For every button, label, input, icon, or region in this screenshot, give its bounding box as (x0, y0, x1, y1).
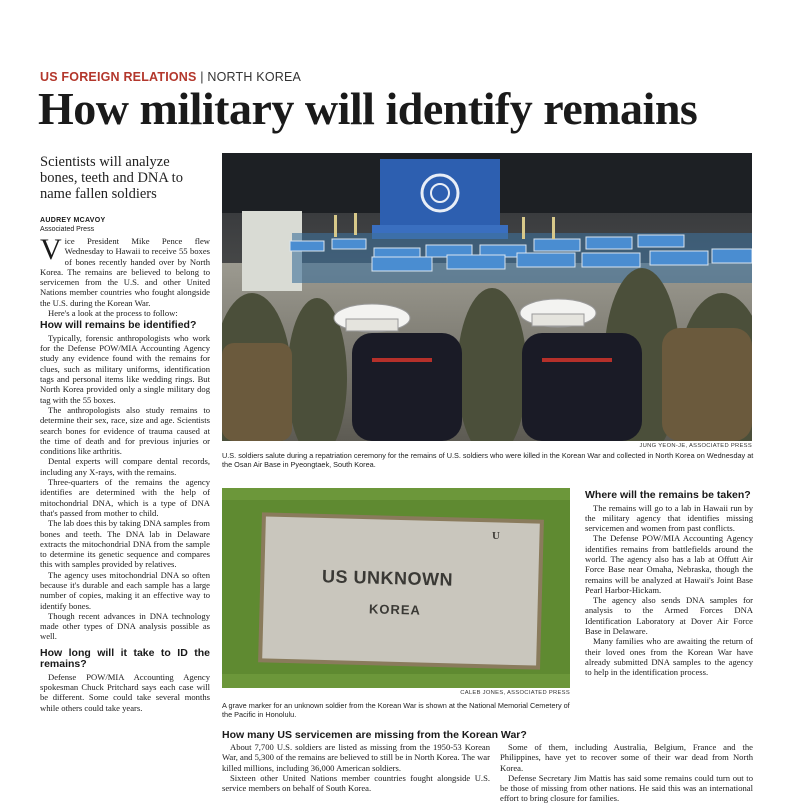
ceremony-photo (222, 153, 752, 441)
bottom-column-left (222, 742, 490, 793)
paragraph: Typically, forensic anthropologists who work for the Defense POW/MIA Accounting Agency study any evidence found with the remains for clues, such as military uniforms, identification tags and personal items like wedding rings. But North Korea provided only a single military dog tag with the 55 boxes. (40, 332, 210, 405)
paragraph: Defense Secretary Jim Mattis has said some remains could turn out to be those of missing from other nations. He said this was an international effort to bring closure for families. (500, 772, 753, 804)
marker-country: KOREA (368, 601, 422, 618)
ceremony-photo-illustration (222, 153, 752, 441)
photo-credit: CALEB JONES, ASSOCIATED PRESS (460, 690, 570, 696)
paragraph: Many families who are awaiting the return of their loved ones from the Korean War have already submitted DNA samples to the agency to help in the identification process. (585, 636, 753, 678)
paragraph: The agency uses mitochondrial DNA so often because it's durable and each sample has a large number of copies, making it an effective way to identify bones. (40, 569, 210, 611)
photo-caption: A grave marker for an unknown soldier from the Korean War is shown at the National Memorial Cemetery of the Pacific in Honolulu. (222, 701, 570, 719)
paragraph: About 7,700 U.S. soldiers are listed as missing from the 1950-53 Korean War, and 5,300 of the remains are believed to still be in North Korea. The war killed millions, including 36,000 American soldiers. (222, 742, 490, 773)
paragraph: The anthropologists also study remains to determine their sex, race, size and age. Scientists search bones for evidence of trauma caused at the time of death and for previous injuries or conditions like arthritis. (40, 404, 210, 457)
paragraph: The lab does this by taking DNA samples from bones and teeth. The DNA lab in Delaware extracts the mitochondrial DNA from the sample to determine its genetic sequence and compares this with samples provided by relatives. (40, 518, 210, 570)
photo-caption: U.S. soldiers salute during a repatriation ceremony for the remains of U.S. soldiers who were killed in the Korean War and collected in North Korea on Wednesday at the Osan Air Base in Pyeongtaek, South Korea. (222, 451, 754, 469)
byline-org: Associated Press (40, 226, 95, 233)
byline (40, 216, 105, 234)
section-label: US FOREIGN RELATIONS (40, 70, 197, 84)
subhead-identified: How will remains be identified? (40, 319, 197, 332)
paragraph: Dental experts will compare dental records, including any X-rays, with the remains. (40, 456, 210, 477)
subhead-how-many: How many US servicemen are missing from the Korean War? (222, 729, 527, 741)
paragraph: Though recent advances in DNA technology made other types of DNA analysis possible as well. (40, 610, 210, 642)
paragraph: The Defense POW/MIA Accounting Agency identifies remains from battlefields around the world. The agency also has a lab at Offutt Air Force Base near Omaha, Nebraska, though the remains will be analyzed at Hawaii's Joint Base Pearl Harbor-Hickam. (585, 533, 753, 595)
dropcap: V (40, 233, 62, 266)
paragraph: Defense POW/MIA Accounting Agency spokesman Chuck Pritchard says each case will be different. Some could take several months while others could take years. (40, 671, 210, 713)
marker-corner-text: U (492, 530, 500, 542)
paragraph: Sixteen other United Nations member countries fought alongside U.S. service members on behalf of South Korea. (222, 772, 490, 794)
subsection-label: NORTH KOREA (207, 70, 302, 84)
grave-marker-photo (222, 488, 570, 688)
headline: How military will identify remains (38, 83, 698, 134)
paragraph: The agency also sends DNA samples for analysis to the Armed Forces DNA Identification Laboratory at Dover Air Force Base in Delaware. (585, 595, 753, 637)
intro-paragraph: Here's a look at the process to follow: (48, 308, 178, 319)
paragraph: The remains will go to a lab in Hawaii run by the military agency that identifies missing servicemen and women from past conflicts. (585, 502, 753, 534)
bottom-column-right (500, 742, 753, 804)
paragraph: Three-quarters of the remains the agency identifies are determined with the help of mitochondrial DNA, which is a type of DNA that's passed from mother to child. (40, 477, 210, 518)
deck: Scientists will analyze bones, teeth and DNA to name fallen soldiers (40, 154, 183, 202)
paragraph: Some of them, including Australia, Belgium, France and the Philippines, have yet to recover some of their war dead from North Korea. (500, 742, 753, 773)
marker-inscription: US UNKNOWN (321, 566, 454, 590)
kicker-separator: | (200, 70, 204, 84)
subhead-how-long: How long will it take to ID the remains? (40, 646, 210, 671)
lede-paragraph: Vice President Mike Pence flew Wednesday to Hawaii to receive 55 boxes of bones recently handed over by North Korea. The remains are believed to belong to servicemen from the U.S. and other United Nations member countries who fought alongside the U.S. during the Korean War. (40, 233, 210, 308)
right-column (585, 488, 753, 678)
byline-name: AUDREY MCAVOY (40, 217, 106, 224)
photo-credit: JUNG YEON-JE, ASSOCIATED PRESS (639, 443, 752, 449)
subhead-where: Where will the remains be taken? (585, 489, 751, 501)
left-column (40, 233, 210, 713)
